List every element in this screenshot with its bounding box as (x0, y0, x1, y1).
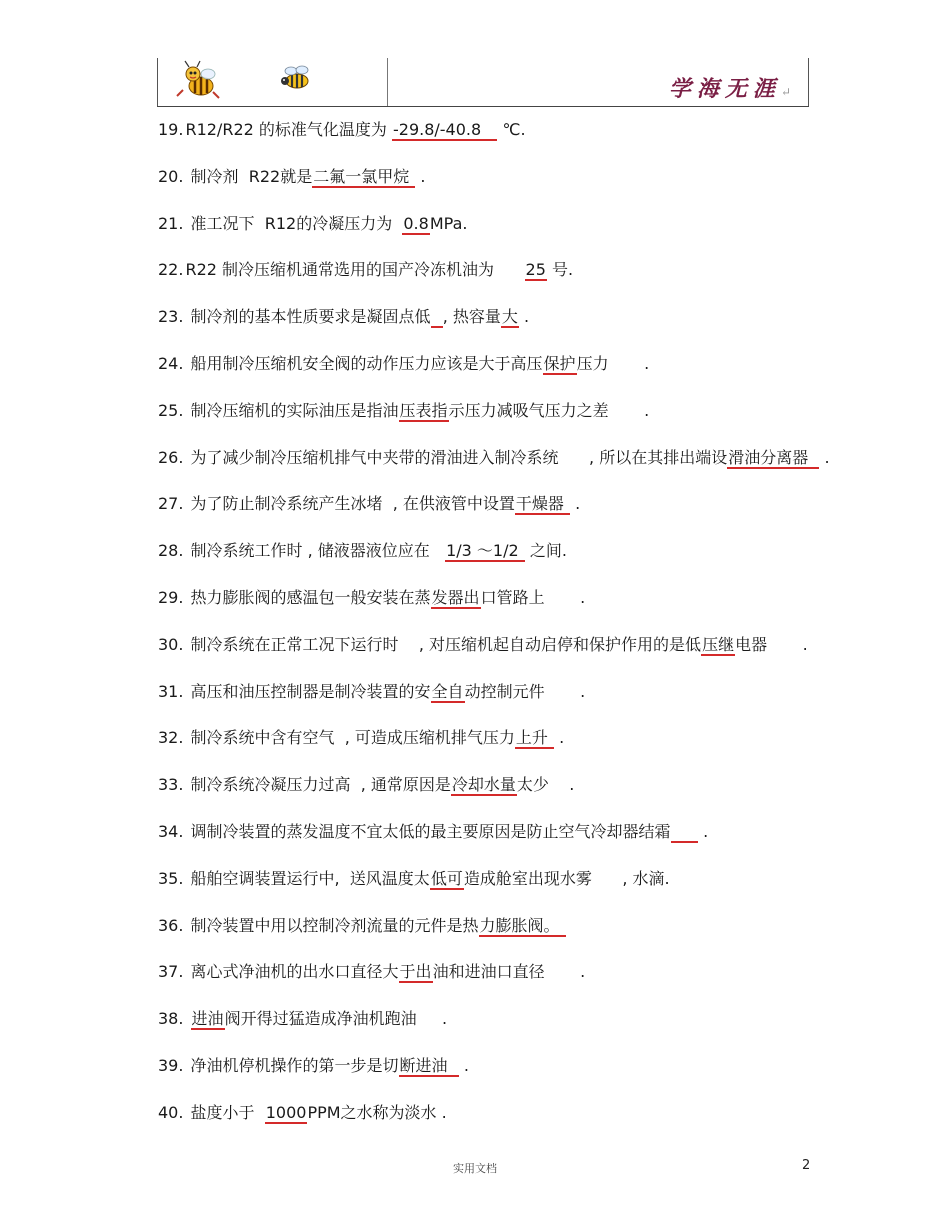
item-number: 25. (158, 400, 184, 420)
list-item (158, 585, 888, 632)
item-number: 27. (158, 494, 184, 514)
item-number: 37. (158, 962, 184, 982)
answer-underline: 力膨胀阀。 (479, 915, 565, 935)
item-number: 36. (158, 915, 184, 935)
item-text: R12/R22 的标准气化温度为 (185, 120, 392, 139)
item-text: 制冷压缩机的实际油压是指油 (185, 400, 399, 420)
answer-underline (671, 822, 698, 843)
list-item (158, 211, 888, 258)
list-item (158, 772, 888, 819)
item-text: R22 制冷压缩机通常选用的国产冷冻机油为 (185, 260, 525, 280)
list-item (158, 866, 888, 913)
item-number: 22. (158, 260, 184, 280)
item-text: 盐度小于 (185, 1102, 265, 1122)
item-number: 24. (158, 353, 184, 373)
item-text: 制冷系统冷凝压力过高 , 通常原因是 (185, 775, 451, 795)
item-number: 28. (158, 541, 184, 561)
answer-underline: 进油 (191, 1009, 224, 1029)
item-text: 制冷装置中用以控制冷剂流量的元件是热 (185, 915, 479, 935)
footer-label: 实用文档 (453, 1162, 497, 1175)
answer-underline: 保护 (543, 353, 576, 373)
item-text: 制冷剂 R22就是 (185, 166, 313, 186)
answer-underline: 低可 (430, 868, 463, 888)
item-text: 压力 . (576, 353, 650, 373)
item-text: . (518, 307, 530, 327)
item-text: 制冷系统工作时 , 储液器液位应在 (185, 541, 446, 561)
answer-underline: 1/3 ～1/2 (446, 541, 524, 561)
list-item (158, 632, 888, 679)
item-text: PPM之水称为淡水 . (307, 1102, 447, 1122)
item-text: . (569, 494, 581, 514)
answer-underline: 发器出 (431, 587, 480, 607)
return-mark: ↵ (780, 85, 791, 99)
list-item (158, 679, 888, 726)
list-item (158, 445, 888, 492)
answer-underline: 全自 (431, 681, 464, 701)
item-text: 太少 . (516, 775, 575, 795)
item-text: 动控制元件 . (464, 681, 586, 701)
list-item (158, 725, 888, 772)
item-text: 净油机停机操作的第一步是切 (185, 1055, 399, 1075)
item-text: 造成舱室出现水雾 , 水滴. (463, 868, 670, 888)
header-motto: 学海无涯↵ (668, 76, 791, 102)
item-number: 31. (158, 681, 184, 701)
small-bee-icon (275, 64, 315, 92)
item-text: 调制冷装置的蒸发温度不宜太低的最主要原因是防止空气冷却器结霜 (185, 821, 671, 841)
item-number: 38. (158, 1009, 184, 1029)
list-item (158, 1006, 888, 1053)
list-item (158, 398, 888, 445)
list-item (158, 164, 888, 211)
item-text: 离心式净油机的出水口直径大 (185, 962, 399, 982)
answer-underline (431, 307, 443, 328)
answer-underline: 干燥器 (515, 494, 569, 514)
item-number: 33. (158, 775, 184, 795)
answer-underline: 断进油 (399, 1055, 458, 1075)
header-border-left (157, 58, 158, 106)
item-number: 30. (158, 634, 184, 654)
item-text: 热力膨胀阀的感温包一般安装在蒸 (185, 587, 431, 607)
item-number: 26. (158, 447, 184, 467)
answer-underline: 于出 (399, 962, 432, 982)
item-number: 35. (158, 868, 184, 888)
item-text: 准工况下 R12的冷凝压力为 (185, 213, 403, 233)
item-number: 34. (158, 821, 184, 841)
item-text: 油和进油口直径 . (432, 962, 586, 982)
item-text: 制冷系统中含有空气 , 可造成压缩机排气压力 (185, 728, 515, 748)
item-number: 39. (158, 1055, 184, 1075)
item-text: ℃. (497, 120, 526, 139)
item-text (185, 1009, 190, 1028)
page-header (157, 58, 809, 107)
list-item (158, 351, 888, 398)
item-text: 为了防止制冷系统产生冰堵 , 在供液管中设置 (185, 494, 515, 514)
list-item (158, 304, 888, 351)
answer-underline: 冷却水量 (451, 775, 516, 795)
bee-mascot-icon (175, 60, 223, 102)
item-text: 船舶空调装置运行中, 送风温度太 (185, 868, 430, 888)
item-text: . (458, 1055, 469, 1075)
item-text: 船用制冷压缩机安全阀的动作压力应该是大于高压 (185, 353, 543, 373)
item-number: 19. (158, 120, 184, 139)
item-text: 阀开得过猛造成净油机跑油 . (224, 1009, 448, 1029)
item-text: 示压力减吸气压力之差 . (448, 400, 650, 420)
list-item (158, 913, 888, 960)
list-item (158, 1053, 888, 1100)
item-text: , 热容量 (442, 307, 501, 327)
item-text: 为了减少制冷压缩机排气中夹带的滑油进入制冷系统 , 所以在其排出端设 (185, 447, 728, 467)
list-item (158, 1100, 888, 1147)
answer-underline: -29.8/-40.8 (392, 120, 497, 139)
list-item (158, 538, 888, 585)
list-item (158, 257, 888, 304)
item-number: 29. (158, 587, 184, 607)
header-border-right (808, 58, 809, 106)
item-text: . (819, 447, 830, 467)
item-number: 20. (158, 166, 184, 186)
item-number: 23. (158, 307, 184, 327)
answer-underline: 1000 (265, 1102, 307, 1122)
answer-underline: 大 (501, 307, 518, 327)
item-text: 口管路上 . (480, 587, 586, 607)
item-text: . (553, 728, 565, 748)
answer-underline: 二氟一氯甲烷 (313, 166, 415, 186)
item-text: 高压和油压控制器是制冷装置的安 (185, 681, 431, 701)
item-number: 40. (158, 1102, 184, 1122)
list-item (158, 117, 888, 164)
answer-underline: 上升 (515, 728, 553, 748)
item-text: 号. (546, 260, 574, 280)
item-text: 制冷剂的基本性质要求是凝固点低 (185, 307, 431, 327)
header-divider (387, 58, 388, 106)
item-text: 制冷系统在正常工况下运行时 , 对压缩机起自动启停和保护作用的是低 (185, 634, 702, 654)
item-text: . (697, 821, 709, 841)
item-number: 21. (158, 213, 184, 233)
item-text: 电器 . (735, 634, 808, 654)
list-item (158, 819, 888, 866)
answer-underline: 0.8 (403, 213, 429, 233)
question-list (158, 117, 888, 1147)
answer-underline: 压继 (702, 634, 735, 654)
item-number: 32. (158, 728, 184, 748)
item-text: MPa. (429, 213, 468, 233)
answer-underline: 25 (525, 260, 546, 280)
answer-underline: 压表指 (399, 400, 448, 420)
answer-underline: 滑油分离器 (728, 447, 819, 467)
list-item (158, 491, 888, 538)
page-number: 2 (802, 1158, 811, 1173)
list-item (158, 959, 888, 1006)
item-text: . (415, 166, 426, 186)
item-text: 之间. (524, 541, 567, 561)
